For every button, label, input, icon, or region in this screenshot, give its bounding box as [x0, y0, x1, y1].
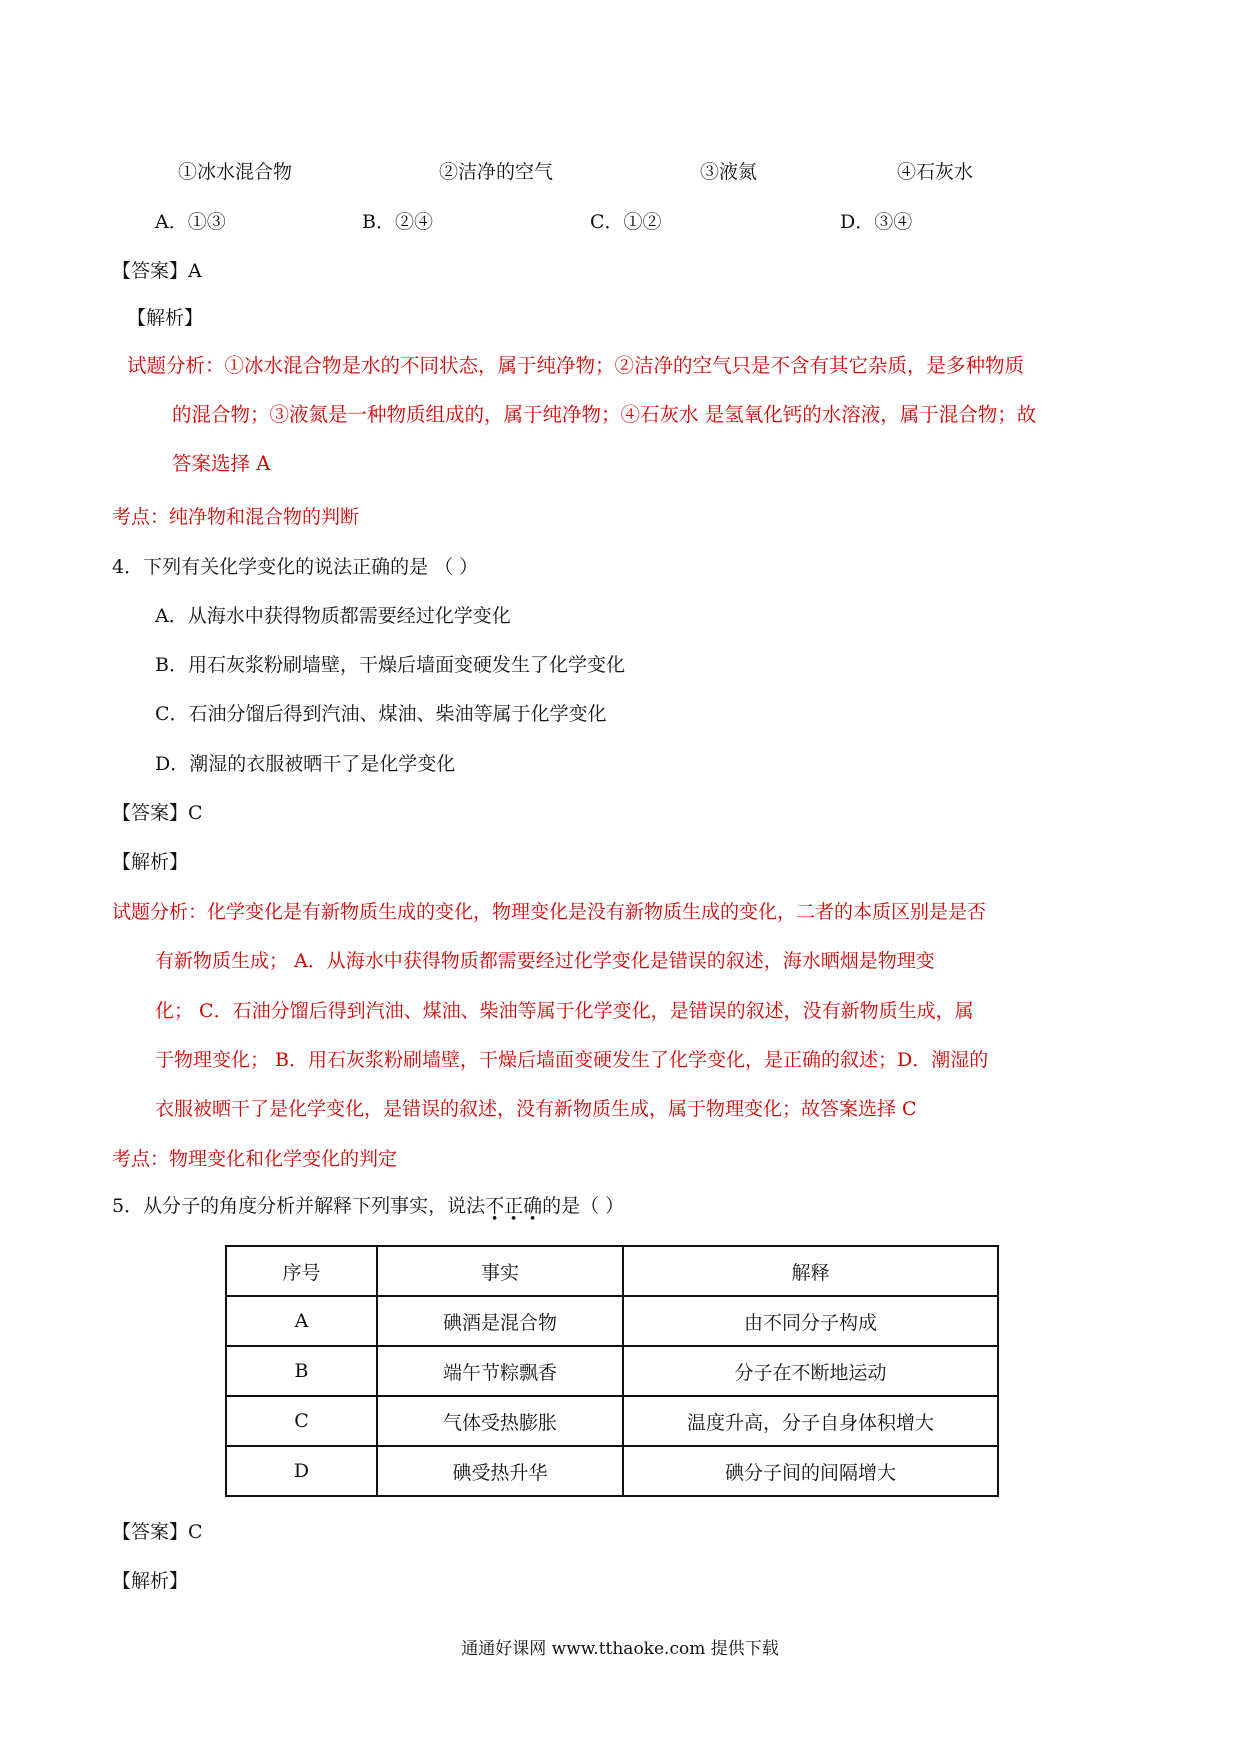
- row-explanation: 由不同分子构成: [623, 1296, 998, 1346]
- emphasis-char: 正: [504, 1195, 524, 1217]
- row-explanation: 分子在不断地运动: [623, 1346, 998, 1396]
- emphasis-char: 确: [523, 1195, 543, 1217]
- q3-answer: [112, 258, 202, 284]
- row-index: B: [226, 1346, 377, 1396]
- row-fact: 碘受热升华: [377, 1446, 623, 1496]
- q4-analysis-line-2: 有新物质生成； A．从海水中获得物质都需要经过化学变化是错误的叙述，海水晒烟是物理变: [155, 950, 935, 972]
- q5-answer: [112, 1519, 203, 1545]
- row-fact: 气体受热膨胀: [377, 1396, 623, 1446]
- q3-analysis-line-1: 试题分析：①冰水混合物是水的不同状态，属于纯净物；②洁净的空气只是不含有其它杂质，是多种物质: [127, 354, 1025, 377]
- facts-table: [225, 1245, 999, 1497]
- q4-analysis-line-4: 于物理变化； B．用石灰浆粉刷墙壁，干燥后墙面变硬发生了化学变化，是正确的叙述；D．潮湿的: [155, 1049, 989, 1071]
- answer-value: A: [188, 260, 202, 282]
- table-row: [226, 1446, 998, 1496]
- row-index: A: [226, 1296, 377, 1346]
- table-header-row: [226, 1246, 998, 1296]
- row-explanation: 碘分子间的间隔增大: [623, 1446, 998, 1496]
- header-fact: 事实: [377, 1246, 623, 1296]
- answer-value: C: [188, 802, 203, 824]
- header-index: 序号: [226, 1246, 377, 1296]
- q3-analysis-line-3: 答案选择 A: [172, 452, 271, 475]
- q5-stem: [112, 1193, 624, 1219]
- q4-option-c: C．石油分馏后得到汽油、煤油、柴油等属于化学变化: [155, 703, 607, 725]
- q3-item-3: ③液氮: [700, 161, 758, 183]
- q4-analysis-line-5: 衣服被晒干了是化学变化，是错误的叙述，没有新物质生成，属于物理变化；故答案选择 C: [155, 1098, 917, 1120]
- q4-option-a: A．从海水中获得物质都需要经过化学变化: [155, 605, 511, 627]
- q5-stem-after: 的是（ ）: [542, 1195, 625, 1217]
- answer-label: 【答案】: [112, 802, 189, 824]
- answer-label: 【答案】: [112, 260, 189, 282]
- q3-option-d: D．③④: [840, 211, 913, 233]
- row-fact: 碘酒是混合物: [377, 1296, 623, 1346]
- row-index: D: [226, 1446, 377, 1496]
- q4-option-b: B．用石灰浆粉刷墙壁，干燥后墙面变硬发生了化学变化: [155, 654, 625, 676]
- row-index: C: [226, 1396, 377, 1446]
- answer-value: C: [188, 1521, 203, 1543]
- q3-analysis-label: 【解析】: [127, 307, 204, 329]
- q3-item-1: ①冰水混合物: [178, 161, 293, 183]
- q4-option-d: D．潮湿的衣服被晒干了是化学变化: [155, 753, 456, 775]
- q3-analysis-line-2: 的混合物；③液氮是一种物质组成的，属于纯净物；④石灰水 是氢氧化钙的水溶液，属于混合物；故: [172, 403, 1037, 426]
- header-explanation: 解释: [623, 1246, 998, 1296]
- table-row: [226, 1346, 998, 1396]
- answer-label: 【答案】: [112, 1521, 189, 1543]
- q3-option-a: A．①③: [155, 211, 226, 233]
- table-row: [226, 1396, 998, 1446]
- q3-item-2: ②洁净的空气: [439, 161, 554, 183]
- q4-answer: [112, 800, 203, 826]
- q3-option-c: C．①②: [590, 211, 662, 233]
- q4-analysis-label: 【解析】: [112, 851, 189, 873]
- row-fact: 端午节粽飘香: [377, 1346, 623, 1396]
- q4-stem: 4．下列有关化学变化的说法正确的是 （ ）: [112, 556, 479, 578]
- q3-option-b: B．②④: [362, 211, 433, 233]
- q3-point: 考点：纯净物和混合物的判断: [112, 506, 360, 528]
- q5-analysis-label: 【解析】: [112, 1570, 189, 1592]
- emphasis-char: 不: [485, 1195, 505, 1217]
- page-footer: 通通好课网 www.tthaoke.com 提供下载: [461, 1639, 779, 1659]
- q4-analysis-line-3: 化； C．石油分馏后得到汽油、煤油、柴油等属于化学变化，是错误的叙述，没有新物质生成，属: [155, 1000, 974, 1022]
- q4-analysis-line-1: 试题分析：化学变化是有新物质生成的变化，物理变化是没有新物质生成的变化，二者的本质区别是是否: [112, 901, 987, 923]
- q3-item-4: ④石灰水: [897, 161, 974, 183]
- q4-point: 考点：物理变化和化学变化的判定: [112, 1148, 398, 1170]
- q5-stem-before: 5．从分子的角度分析并解释下列事实，说法: [112, 1195, 486, 1217]
- table-row: [226, 1296, 998, 1346]
- row-explanation: 温度升高，分子自身体积增大: [623, 1396, 998, 1446]
